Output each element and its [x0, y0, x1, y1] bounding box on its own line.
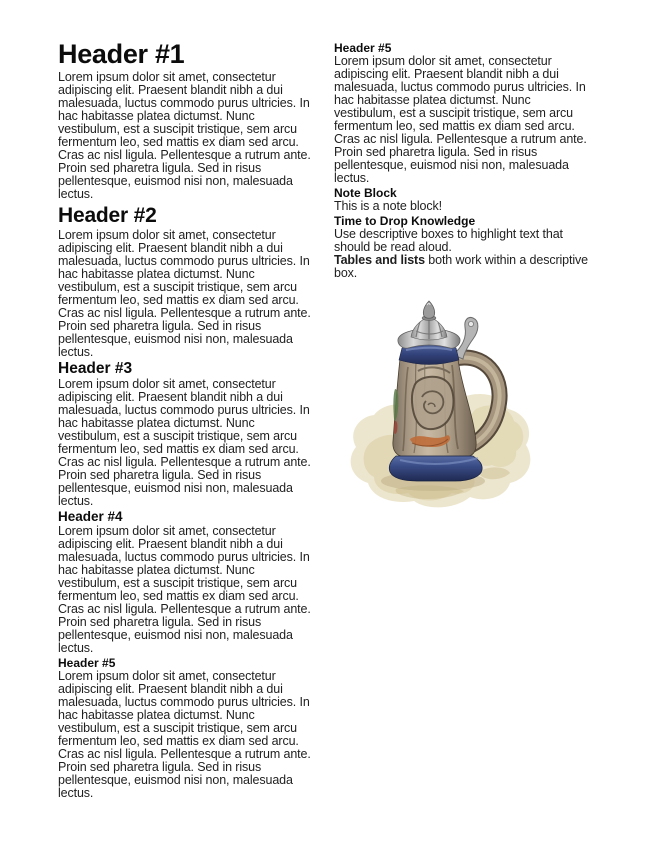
section-4 — [58, 510, 312, 655]
right-column — [334, 40, 588, 280]
knowledge-bold-line — [334, 254, 588, 280]
section-3-paragraph: Lorem ipsum dolor sit amet, consectetur adipiscing elit. Praesent blandit nibh a dui malesuada, luctus commodo purus ultricies. In hac habitasse platea dictumst. Nunc vestibulum, est a suscipit tristique, sem arcu fermentum leo, sed mattis ex diam sed arcu. Cras ac nisl ligula. Pellentesque a rutrum ante. Proin sed pharetra ligula. Sed in risus pellentesque, euismod nisi non, malesuada lectus. — [58, 377, 311, 508]
section-1 — [58, 40, 312, 201]
section-4-paragraph: Lorem ipsum dolor sit amet, consectetur adipiscing elit. Praesent blandit nibh a dui malesuada, luctus commodo purus ultricies. In hac habitasse platea dictumst. Nunc vestibulum, est a suscipit tristique, sem arcu fermentum leo, sed mattis ex diam sed arcu. Cras ac nisl ligula. Pellentesque a rutrum ante. Proin sed pharetra ligula. Sed in risus pellentesque, euismod nisi non, malesuada lectus. — [58, 524, 311, 655]
knowledge-text: Use descriptive boxes to highlight text that should be read aloud. — [334, 227, 563, 254]
section-4-heading: Header #4 — [58, 509, 123, 524]
section-5-right — [334, 42, 588, 185]
section-2-paragraph: Lorem ipsum dolor sit amet, consectetur adipiscing elit. Praesent blandit nibh a dui malesuada, luctus commodo purus ultricies. In hac habitasse platea dictumst. Nunc vestibulum, est a suscipit tristique, sem arcu fermentum leo, sed mattis ex diam sed arcu. Cras ac nisl ligula. Pellentesque a rutrum ante. Proin sed pharetra ligula. Sed in risus pellentesque, euismod nisi non, malesuada lectus. — [58, 228, 311, 359]
section-2-heading: Header #2 — [58, 204, 157, 227]
section-2 — [58, 204, 312, 359]
section-5-right-paragraph: Lorem ipsum dolor sit amet, consectetur adipiscing elit. Praesent blandit nibh a dui malesuada, luctus commodo purus ultricies. In hac habitasse platea dictumst. Nunc vestibulum, est a suscipit tristique, sem arcu fermentum leo, sed mattis ex diam sed arcu. Cras ac nisl ligula. Pellentesque a rutrum ante. Proin sed pharetra ligula. Sed in risus pellentesque, euismod nisi non, malesuada lectus. — [334, 54, 587, 185]
stein-base — [389, 456, 482, 481]
section-5-paragraph: Lorem ipsum dolor sit amet, consectetur adipiscing elit. Praesent blandit nibh a dui malesuada, luctus commodo purus ultricies. In hac habitasse platea dictumst. Nunc vestibulum, est a suscipit tristique, sem arcu fermentum leo, sed mattis ex diam sed arcu. Cras ac nisl ligula. Pellentesque a rutrum ante. Proin sed pharetra ligula. Sed in risus pellentesque, euismod nisi non, malesuada lectus. — [58, 669, 311, 800]
knowledge-heading: Time to Drop Knowledge — [334, 214, 476, 228]
stein-lid — [398, 301, 460, 348]
beer-stein-illustration — [340, 293, 540, 513]
knowledge-block — [334, 215, 588, 280]
knowledge-bold-rest: both work within a descriptive box. — [334, 253, 588, 280]
note-block-heading: Note Block — [334, 186, 397, 200]
note-block — [334, 187, 588, 213]
section-5-right-heading: Header #5 — [334, 41, 392, 55]
left-column — [58, 40, 312, 800]
section-1-paragraph: Lorem ipsum dolor sit amet, consectetur adipiscing elit. Praesent blandit nibh a dui malesuada, luctus commodo purus ultricies. In hac habitasse platea dictumst. Nunc vestibulum, est a suscipit tristique, sem arcu fermentum leo, sed mattis ex diam sed arcu. Cras ac nisl ligula. Pellentesque a rutrum ante. Proin sed pharetra ligula. Sed in risus pellentesque, euismod nisi non, malesuada lectus. — [58, 70, 311, 201]
section-3 — [58, 361, 312, 508]
section-1-heading: Header #1 — [58, 39, 185, 69]
note-block-text: This is a note block! — [334, 199, 442, 213]
stein-body — [393, 359, 476, 457]
section-3-heading: Header #3 — [58, 360, 133, 377]
section-5-heading: Header #5 — [58, 656, 116, 670]
knowledge-bold-lead: Tables and lists — [334, 253, 425, 267]
section-5 — [58, 657, 312, 800]
